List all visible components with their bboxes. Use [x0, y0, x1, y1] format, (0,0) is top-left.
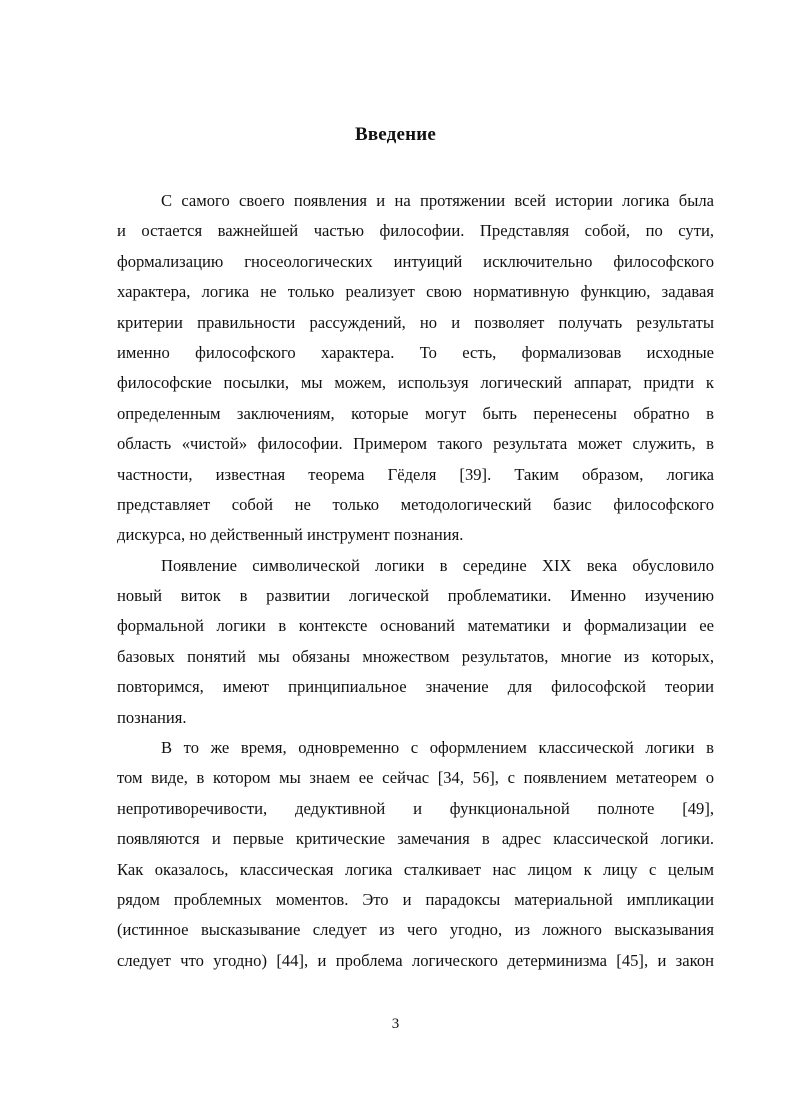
- text-line: характера, логика не только реализует свою нормативную функцию, задавая: [117, 282, 714, 302]
- text-line: В то же время, одновременно с оформлением классической логики в: [161, 738, 714, 758]
- text-line: повторимся, имеют принципиальное значение для философской теории: [117, 677, 714, 697]
- text-line: С самого своего появления и на протяжении всей истории логика была: [161, 191, 714, 210]
- page-title: Введение: [354, 124, 437, 145]
- text-line: (истинное высказывание следует из чего угодно, из ложного высказывания: [117, 920, 714, 940]
- text-line: формализацию гносеологических интуиций исключительно философского: [117, 251, 714, 271]
- text-line: именно философского характера. То есть, формализовав исходные: [117, 342, 714, 362]
- text-line: представляет собой не только методологический базис философского: [117, 494, 714, 514]
- text-line: том виде, в котором мы знаем ее сейчас [34, 56], с появлением метатеорем о: [117, 768, 714, 788]
- text-line: формальной логики в контексте оснований математики и формализации ее: [117, 616, 714, 636]
- text-line: новый виток в развитии логической проблематики. Именно изучению: [117, 586, 714, 606]
- text-line: рядом проблемных моментов. Это и парадоксы материальной импликации: [117, 889, 714, 909]
- page-number: 3: [391, 1016, 400, 1032]
- text-line: непротиворечивости, дедуктивной и функциональной полноте [49],: [117, 798, 714, 818]
- text-line: базовых понятий мы обязаны множеством результатов, многие из которых,: [117, 646, 714, 666]
- text-line: дискурса, но действенный инструмент познания.: [117, 525, 464, 545]
- text-line: появляются и первые критические замечания в адрес классической логики.: [117, 829, 714, 849]
- text-line: критерии правильности рассуждений, но и позволяет получать результаты: [117, 312, 714, 332]
- text-line: область «чистой» философии. Примером такого результата может служить, в: [117, 434, 714, 454]
- text-line: Появление символической логики в середине XIX века обусловило: [161, 555, 714, 575]
- text-line: следует что угодно) [44], и проблема логического детерминизма [45], и закон: [117, 950, 714, 970]
- body-text: [117, 186, 714, 976]
- text-line: Как оказалось, классическая логика сталкивает нас лицом к лицу с целым: [117, 859, 714, 879]
- text-line: частности, известная теорема Гёделя [39]. Таким образом, логика: [117, 464, 714, 484]
- text-line: познания.: [117, 707, 187, 727]
- text-line: и остается важнейшей частью философии. Представляя собой, по сути,: [117, 221, 714, 241]
- text-line: философские посылки, мы можем, используя логический аппарат, придти к: [117, 373, 714, 393]
- text-line: определенным заключениям, которые могут быть перенесены обратно в: [117, 403, 714, 423]
